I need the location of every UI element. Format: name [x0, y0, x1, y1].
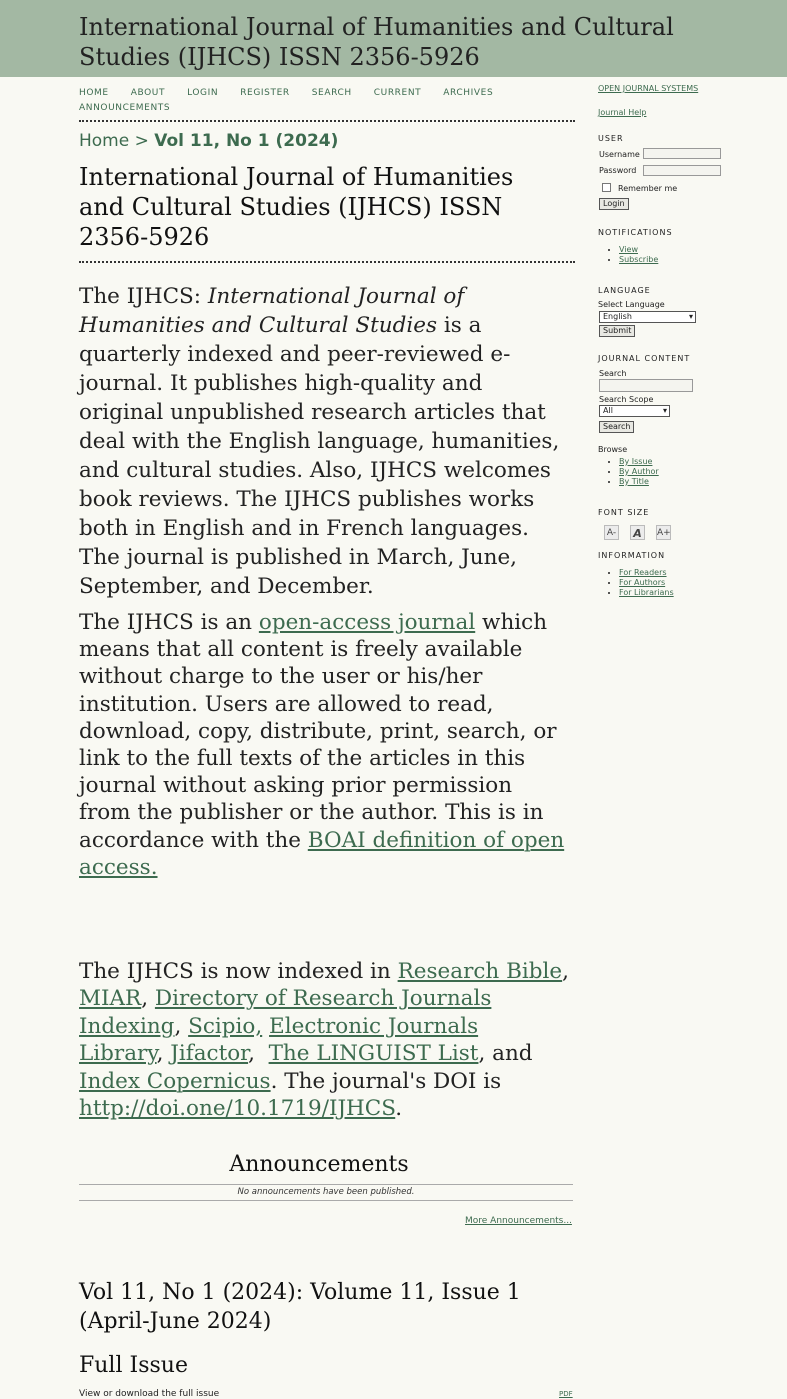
drji-link[interactable]: Directory of Research Journals Indexing: [79, 986, 492, 1039]
browse-by-issue-link[interactable]: By Issue: [619, 457, 653, 466]
information-heading: INFORMATION: [598, 551, 666, 560]
nav-home[interactable]: HOME: [79, 88, 109, 98]
intro-paragraph: [79, 282, 569, 601]
remember-me-label: Remember me: [618, 184, 678, 193]
full-issue-description: View or download the full issue: [79, 1389, 220, 1399]
for-readers-link[interactable]: For Readers: [619, 568, 667, 577]
search-scope-selected-value: All: [603, 406, 613, 415]
login-button[interactable]: Login: [599, 198, 629, 210]
announcements-empty-message: No announcements have been published.: [79, 1184, 573, 1201]
language-submit-button[interactable]: Submit: [599, 325, 635, 337]
research-bible-link[interactable]: Research Bible: [397, 959, 563, 984]
notification-item: [619, 245, 658, 255]
nav-divider: [79, 120, 575, 122]
title-divider: [79, 261, 575, 263]
remember-me-checkbox[interactable]: [602, 183, 611, 192]
language-heading: LANGUAGE: [598, 286, 651, 295]
journal-description: [79, 282, 569, 881]
breadcrumb-home[interactable]: Home: [79, 131, 130, 151]
notification-item: [619, 255, 658, 265]
breadcrumb: [79, 131, 338, 151]
boai-link[interactable]: BOAI definition of open access.: [79, 827, 565, 880]
search-input[interactable]: [599, 379, 693, 392]
full-issue-pdf-link[interactable]: PDF: [559, 1390, 573, 1398]
select-language-label: Select Language: [598, 300, 665, 309]
nav-announcements[interactable]: ANNOUNCEMENTS: [79, 103, 171, 113]
breadcrumb-separator: >: [134, 131, 149, 151]
page-title: International Journal of Humanities and Cultural Studies (IJHCS) ISSN 2356-5926: [79, 163, 514, 251]
password-input[interactable]: [643, 165, 721, 176]
browse-list: [598, 457, 659, 487]
site-title: International Journal of Humanities and Cultural Studies (IJHCS) ISSN 2356-5926: [79, 13, 674, 71]
more-announcements-link[interactable]: More Announcements...: [465, 1216, 572, 1226]
intro-journal-name: International Journal of Humanities and Cultural Studies: [79, 284, 465, 338]
notifications-heading: NOTIFICATIONS: [598, 228, 673, 237]
intro-prefix: The IJHCS:: [79, 284, 208, 309]
font-size-decrease-icon[interactable]: A-: [604, 525, 619, 540]
font-size-heading: FONT SIZE: [598, 508, 650, 517]
browse-by-author-link[interactable]: By Author: [619, 467, 659, 476]
index-copernicus-link[interactable]: Index Copernicus: [79, 1068, 271, 1094]
information-item: [619, 578, 674, 588]
language-selected-value: English: [603, 312, 632, 321]
information-list: [598, 568, 674, 598]
browse-label: Browse: [598, 445, 628, 454]
font-size-default-icon[interactable]: A: [630, 525, 645, 540]
chevron-down-icon: ▾: [688, 312, 693, 321]
announcements-title: Announcements: [229, 1152, 409, 1177]
indexed-prefix: The IJHCS is now indexed in: [79, 959, 398, 984]
browse-item: [619, 457, 659, 467]
nav-search[interactable]: SEARCH: [311, 88, 352, 98]
oa-body: which means that all content is freely available without charge to the user or his/her institution. Users are allowed to read, download, copy, distribute, print, search, or link to the full texts of the articles in this journal without asking prior permission from the publisher or the author. This is in accordance with the: [79, 610, 557, 853]
jifactor-link[interactable]: Jifactor: [170, 1041, 249, 1067]
notifications-view-link[interactable]: View: [619, 245, 638, 254]
search-scope-label: Search Scope: [599, 395, 654, 404]
nav-register[interactable]: REGISTER: [240, 88, 290, 98]
breadcrumb-current[interactable]: Vol 11, No 1 (2024): [154, 131, 339, 151]
username-label: Username: [599, 150, 640, 159]
scipio-link[interactable]: Scipio,: [188, 1013, 263, 1039]
nav-about[interactable]: ABOUT: [130, 88, 166, 98]
open-access-link[interactable]: open-access journal: [258, 610, 476, 635]
browse-item: [619, 477, 659, 487]
nav-archives[interactable]: ARCHIVES: [443, 88, 494, 98]
open-access-paragraph: [79, 609, 569, 881]
for-librarians-link[interactable]: For Librarians: [619, 588, 674, 597]
notifications-subscribe-link[interactable]: Subscribe: [619, 255, 659, 264]
indexing-paragraph: The IJHCS is now indexed in Research Bible, MIAR, Directory of Research Journals Indexing, Scipio, Electronic Journals Library, Jifactor, The LINGUIST List, and Index Copernicus. The journal's DOI is http://doi.one/10.1719/IJHCS.: [79, 959, 569, 1122]
notifications-list: [598, 245, 658, 265]
journal-content-heading: JOURNAL CONTENT: [598, 354, 691, 363]
intro-body: is a quarterly indexed and peer-reviewed e-journal. It publishes high-quality and original unpublished research articles that deal with the English language, humanities, and cultural studies. Also, IJHCS welcomes book reviews. The IJHCS publishes works both in English and in French languages. The journal is published in March, June, September, and December.: [79, 313, 560, 599]
for-authors-link[interactable]: For Authors: [619, 578, 666, 587]
doi-prefix: . The journal's DOI is: [270, 1068, 502, 1094]
nav-login[interactable]: LOGIN: [187, 88, 219, 98]
user-heading: USER: [598, 134, 624, 143]
ejl-link[interactable]: Electronic Journals Library: [79, 1013, 479, 1067]
browse-by-title-link[interactable]: By Title: [619, 477, 649, 486]
search-label: Search: [599, 369, 627, 378]
information-item: [619, 568, 674, 578]
ojs-link[interactable]: OPEN JOURNAL SYSTEMS: [598, 84, 699, 93]
information-item: [619, 588, 674, 598]
linguist-list-link[interactable]: The LINGUIST List: [268, 1041, 479, 1067]
language-select[interactable]: [599, 311, 696, 323]
nav-current[interactable]: CURRENT: [373, 88, 422, 98]
browse-item: [619, 467, 659, 477]
search-scope-select[interactable]: [599, 405, 670, 417]
indexed-end: .: [395, 1096, 403, 1122]
main-navbar: [79, 86, 575, 116]
oa-prefix: The IJHCS is an: [79, 610, 259, 635]
full-issue-heading: Full Issue: [79, 1353, 188, 1378]
issue-title: Vol 11, No 1 (2024): Volume 11, Issue 1 (April-June 2024): [79, 1280, 521, 1334]
username-input[interactable]: [643, 148, 721, 159]
chevron-down-icon: ▾: [662, 406, 667, 415]
site-header: [0, 0, 787, 77]
miar-link[interactable]: MIAR: [79, 986, 142, 1012]
journal-help-link[interactable]: Journal Help: [598, 108, 647, 117]
password-label: Password: [599, 166, 637, 175]
search-button[interactable]: Search: [599, 421, 634, 433]
doi-link[interactable]: http://doi.one/10.1719/IJHCS: [79, 1096, 396, 1122]
font-size-increase-icon[interactable]: A+: [656, 525, 671, 540]
